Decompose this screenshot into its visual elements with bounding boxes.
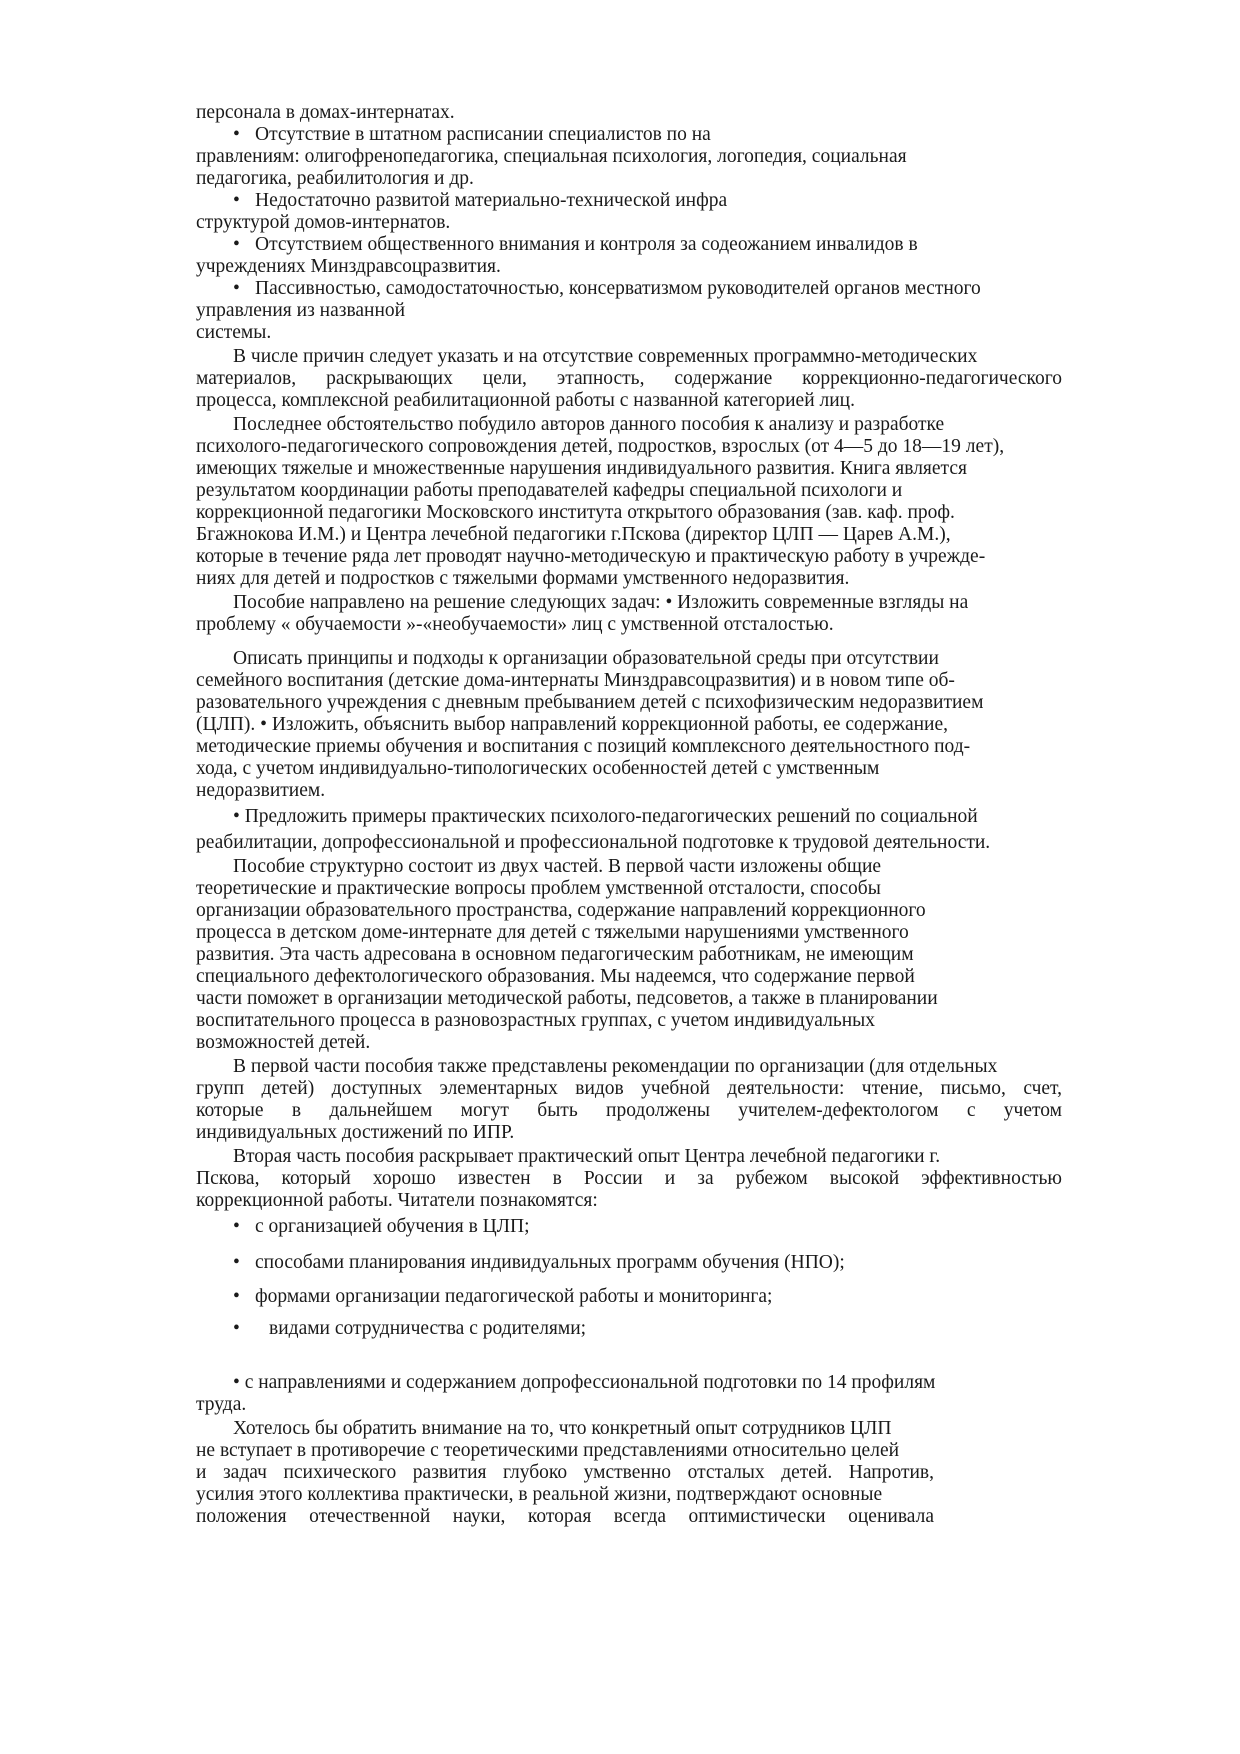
text-line bbox=[233, 1146, 940, 1168]
line-text: В первой части пособия также представлены рекомендации по организации (для отдельных bbox=[233, 1056, 998, 1077]
text-line bbox=[233, 1372, 935, 1394]
text-line bbox=[196, 780, 325, 802]
line-text: формами организации педагогической работы и мониторинга; bbox=[255, 1286, 773, 1307]
text-line bbox=[196, 146, 907, 168]
line-text: Хотелось бы обратить внимание на то, что конкретный опыт сотрудников ЦЛП bbox=[233, 1418, 892, 1439]
text-line bbox=[233, 1418, 891, 1440]
line-text: учреждениях Минздравсоцразвития. bbox=[196, 256, 501, 277]
bullet-line bbox=[233, 1318, 586, 1340]
line-text: Пскова, который хорошо известен в России и за рубежом высокой эффективностью bbox=[196, 1168, 1062, 1189]
text-line bbox=[196, 1440, 899, 1462]
bullet-line bbox=[233, 278, 981, 300]
line-text: коррекционной работы. Читатели познакомятся: bbox=[196, 1190, 598, 1211]
text-line bbox=[196, 568, 849, 590]
bullet-icon: • bbox=[233, 1286, 240, 1307]
text-line bbox=[196, 1122, 514, 1144]
line-text: • Предложить примеры практических психолого-педагогических решений по социальной bbox=[233, 806, 978, 827]
line-text: теоретические и практические вопросы проблем умственной отсталости, способы bbox=[196, 878, 881, 899]
line-text: имеющих тяжелые и множественные нарушения индивидуального развития. Книга является bbox=[196, 458, 967, 479]
text-line bbox=[233, 1056, 997, 1078]
line-text: Отсутствие в штатном расписании специалистов по на bbox=[255, 124, 711, 145]
text-line bbox=[196, 878, 881, 900]
text-line bbox=[196, 714, 948, 736]
bullet-line bbox=[233, 1252, 845, 1274]
text-line bbox=[196, 480, 902, 502]
bullet-icon: • bbox=[233, 190, 240, 211]
text-line bbox=[196, 832, 990, 854]
line-text: • с направлениями и содержанием допрофессиональной подготовки по 14 профилям bbox=[233, 1372, 936, 1393]
bullet-line bbox=[233, 124, 711, 146]
text-line bbox=[196, 390, 855, 412]
text-line bbox=[196, 458, 967, 480]
line-text: проблему « обучаемости »-«необучаемости» лиц с умственной отсталостью. bbox=[196, 614, 834, 635]
text-line bbox=[196, 1032, 370, 1054]
text-line bbox=[196, 524, 951, 546]
text-line bbox=[233, 806, 978, 828]
line-text: воспитательного процесса в разновозрастных группах, с учетом индивидуальных bbox=[196, 1010, 875, 1031]
line-text: развития. Эта часть адресована в основном педагогическим работникам, не имеющим bbox=[196, 944, 914, 965]
bullet-line bbox=[233, 190, 727, 212]
text-line bbox=[196, 102, 455, 124]
text-line bbox=[196, 692, 983, 714]
text-line bbox=[196, 670, 955, 692]
line-text: не вступает в противоречие с теоретическими представлениями относительно целей bbox=[196, 1440, 900, 1461]
text-line bbox=[233, 856, 881, 878]
line-text: управления из названной bbox=[196, 300, 406, 321]
bullet-icon: • bbox=[233, 1216, 240, 1237]
line-text: Пассивностью, самодостаточностью, консерватизмом руководителей органов местного bbox=[255, 278, 981, 299]
text-line bbox=[196, 546, 985, 568]
line-text: процесса в детском доме-интернате для детей с тяжелыми нарушениями умственного bbox=[196, 922, 909, 943]
line-text: процесса, комплексной реабилитационной работы с названной категорией лиц. bbox=[196, 390, 855, 411]
line-text: хода, с учетом индивидуально-типологических особенностей детей с умственным bbox=[196, 758, 880, 779]
text-line bbox=[196, 300, 405, 322]
line-text: материалов, раскрывающих цели, этапность, содержание коррекционно-педагогического bbox=[196, 368, 1062, 389]
bullet-icon: • bbox=[233, 278, 240, 299]
text-line bbox=[196, 168, 474, 190]
text-line bbox=[233, 648, 939, 670]
text-line bbox=[196, 1462, 934, 1484]
bullet-icon: • bbox=[233, 1318, 240, 1339]
text-line bbox=[196, 758, 879, 780]
line-text: В числе причин следует указать и на отсутствие современных программно-методических bbox=[233, 346, 978, 367]
line-text: психолого-педагогического сопровождения детей, подростков, взрослых (от 4—5 до 18—19 лет), bbox=[196, 436, 1005, 457]
line-text: Вторая часть пособия раскрывает практический опыт Центра лечебной педагогики г. bbox=[233, 1146, 941, 1167]
text-line bbox=[196, 1100, 1062, 1122]
text-line bbox=[196, 1010, 875, 1032]
line-text: (ЦЛП). • Изложить, объяснить выбор направлений коррекционной работы, ее содержание, bbox=[196, 714, 949, 735]
line-text: педагогика, реабилитология и др. bbox=[196, 168, 474, 189]
line-text: Описать принципы и подходы к организации образовательной среды при отсутствии bbox=[233, 648, 939, 669]
text-line bbox=[196, 966, 915, 988]
text-line bbox=[196, 944, 914, 966]
line-text: и задач психического развития глубоко умственно отсталых детей. Напротив, bbox=[196, 1462, 934, 1483]
line-text: правлениям: олигофренопедагогика, специальная психология, логопедия, социальная bbox=[196, 146, 907, 167]
text-line bbox=[196, 614, 834, 636]
text-line bbox=[196, 736, 970, 758]
line-text: методические приемы обучения и воспитания с позиций комплексного деятельностного под- bbox=[196, 736, 971, 757]
text-line bbox=[233, 346, 977, 368]
text-line bbox=[196, 1190, 598, 1212]
line-text: Последнее обстоятельство побудило авторов данного пособия к анализу и разработке bbox=[233, 414, 945, 435]
line-text: которые в дальнейшем могут быть продолжены учителем-дефектологом с учетом bbox=[196, 1100, 1062, 1121]
line-text: видами сотрудничества с родителями; bbox=[269, 1318, 587, 1339]
bullet-line bbox=[233, 234, 918, 256]
text-line bbox=[196, 988, 938, 1010]
line-text: Пособие структурно состоит из двух частей. В первой части изложены общие bbox=[233, 856, 882, 877]
line-text: семейного воспитания (детские дома-интернаты Минздравсоцразвития) и в новом типе об- bbox=[196, 670, 955, 691]
text-line bbox=[196, 922, 909, 944]
line-text: Бгажнокова И.М.) и Центра лечебной педагогики г.Пскова (директор ЦЛП — Царев А.М.), bbox=[196, 524, 951, 545]
line-text: коррекционной педагогики Московского института открытого образования (зав. каф. проф. bbox=[196, 502, 955, 523]
line-text: Пособие направлено на решение следующих задач: • Изложить современные взгляды на bbox=[233, 592, 969, 613]
line-text: которые в течение ряда лет проводят научно-методическую и практическую работу в учрежде- bbox=[196, 546, 986, 567]
bullet-icon: • bbox=[233, 1252, 240, 1273]
text-line bbox=[233, 592, 968, 614]
line-text: труда. bbox=[196, 1394, 247, 1415]
line-text: индивидуальных достижений по ИПР. bbox=[196, 1122, 515, 1143]
text-line bbox=[233, 414, 944, 436]
line-text: части поможет в организации методической работы, педсоветов, а также в планировании bbox=[196, 988, 938, 1009]
line-text: специального дефектологического образования. Мы надеемся, что содержание первой bbox=[196, 966, 915, 987]
text-line bbox=[196, 1394, 246, 1416]
bullet-line bbox=[233, 1216, 530, 1238]
text-line bbox=[196, 502, 955, 524]
line-text: положения отечественной науки, которая всегда оптимистически оценивала bbox=[196, 1506, 934, 1527]
line-text: структурой домов-интернатов. bbox=[196, 212, 451, 233]
line-text: усилия этого коллектива практически, в реальной жизни, подтверждают основные bbox=[196, 1484, 883, 1505]
text-line bbox=[196, 256, 501, 278]
line-text: с организацией обучения в ЦЛП; bbox=[255, 1216, 530, 1237]
text-line bbox=[196, 1484, 882, 1506]
line-text: Недостаточно развитой материально-технической инфра bbox=[255, 190, 728, 211]
bullet-line bbox=[233, 1286, 772, 1308]
line-text: реабилитации, допрофессиональной и профессиональной подготовке к трудовой деятельности. bbox=[196, 832, 991, 853]
bullet-icon: • bbox=[233, 124, 240, 145]
line-text: персонала в домах-интернатах. bbox=[196, 102, 455, 123]
text-line bbox=[196, 322, 271, 344]
line-text: организации образовательного пространства, содержание направлений коррекционного bbox=[196, 900, 926, 921]
text-line bbox=[196, 368, 1062, 390]
line-text: недоразвитием. bbox=[196, 780, 326, 801]
line-text: системы. bbox=[196, 322, 272, 343]
text-line bbox=[196, 1168, 1062, 1190]
line-text: разовательного учреждения с дневным пребыванием детей с психофизическим недоразвитием bbox=[196, 692, 984, 713]
line-text: Отсутствием общественного внимания и контроля за содеожанием инвалидов в bbox=[255, 234, 918, 255]
text-line bbox=[196, 1078, 1062, 1100]
bullet-icon: • bbox=[233, 234, 240, 255]
line-text: способами планирования индивидуальных программ обучения (НПО); bbox=[255, 1252, 845, 1273]
text-line bbox=[196, 436, 1004, 458]
line-text: групп детей) доступных элементарных видов учебной деятельности: чтение, письмо, счет, bbox=[196, 1078, 1062, 1099]
text-line bbox=[196, 212, 450, 234]
line-text: возможностей детей. bbox=[196, 1032, 371, 1053]
line-text: ниях для детей и подростков с тяжелыми формами умственного недоразвития. bbox=[196, 568, 850, 589]
line-text: результатом координации работы преподавателей кафедры специальной психологи и bbox=[196, 480, 903, 501]
text-line bbox=[196, 1506, 934, 1528]
text-line bbox=[196, 900, 926, 922]
